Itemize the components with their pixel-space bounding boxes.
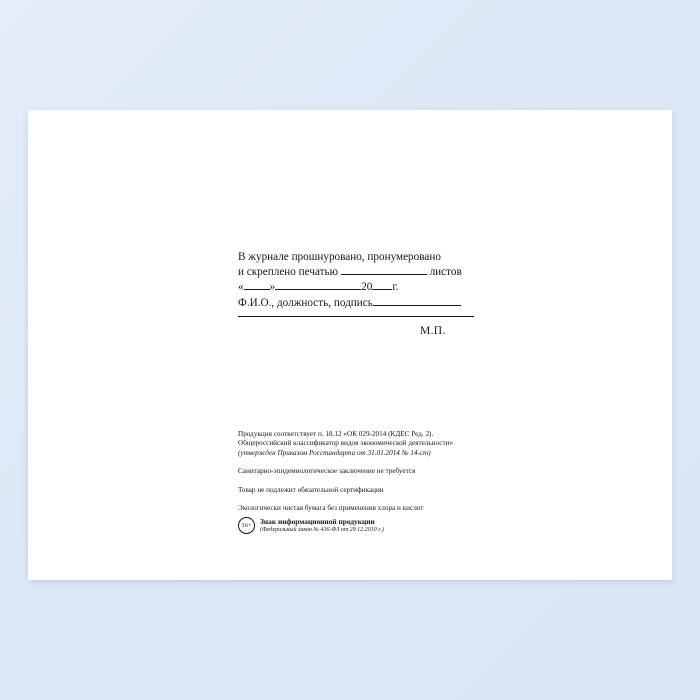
age-mark-text [260,516,384,534]
year-suffix: г. [392,281,399,294]
day-blank [244,289,270,290]
okved-line-1: Продукция соответствует п. 18.12 «ОК 029-2014 (КДЕС Ред. 2). [238,430,434,438]
document-page [28,110,672,580]
okved-line-3: (утвержден Приказом Росстандарта от 31.01.2014 № 14-ст) [238,448,431,457]
certification-line-4 [238,296,488,311]
age-mark-title: Знак информационной продукции [260,517,375,526]
certification-line-2 [238,265,488,280]
legal-block [238,430,538,533]
age-rating-icon: 16+ [238,517,255,534]
date-quote-open: « [238,281,244,294]
sanitary-note: Санитарно-эпидемиологическое заключение не требуется [238,467,416,476]
date-quote-close: » [269,281,276,294]
month-blank [275,289,361,290]
page-content [28,110,672,580]
certification-line-2-post: листов [429,266,462,279]
certification-line-1: В журнале прошнуровано, пронумеровано [238,251,441,263]
signature-blank [373,305,461,306]
age-mark-subtitle: (Федеральный закон № 436-ФЗ от 29.12.2010 г.) [260,527,384,533]
signatory-label: Ф.И.О., должность, подпись [238,296,373,309]
signature-rule [238,315,474,317]
year-blank [372,289,392,290]
certification-line-2-pre: и скреплено печатью [238,266,338,279]
stamp-place-label: М.П. [420,324,446,337]
year-prefix: 20 [361,281,373,294]
certification-line-3 [238,280,488,295]
certification-block [238,250,488,317]
okved-line-2: Общероссийский классификатор видов экономической деятельности» [238,439,454,448]
sheets-count-blank [341,274,427,275]
age-mark-block [238,516,384,534]
eco-paper-note: Экологически чистая бумага без применения хлора и кислот [238,504,424,513]
certification-note: Товар не подлежит обязательной сертификации [238,485,384,494]
